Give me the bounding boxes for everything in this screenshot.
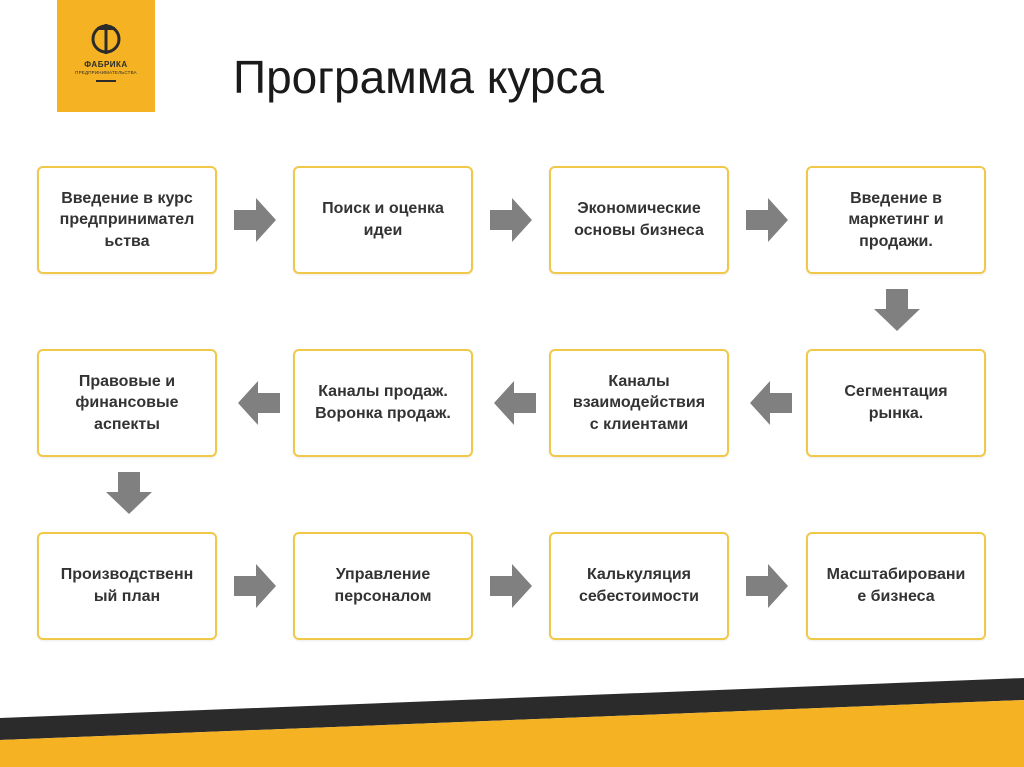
step-box-customer-channels: Каналы взаимодействия с клиентами bbox=[549, 349, 729, 457]
step-box-costing: Калькуляция себестоимости bbox=[549, 532, 729, 640]
logo-mark-icon bbox=[89, 22, 123, 56]
step-box-economics: Экономические основы бизнеса bbox=[549, 166, 729, 274]
logo-underline bbox=[96, 80, 116, 82]
logo bbox=[57, 0, 155, 112]
arrow-left-icon bbox=[750, 381, 792, 425]
page-title: Программа курса bbox=[233, 51, 605, 103]
step-box-segmentation: Сегментация рынка. bbox=[806, 349, 986, 457]
step-box-production-plan: Производственн ый план bbox=[37, 532, 217, 640]
arrow-right-icon bbox=[490, 198, 532, 242]
step-box-intro: Введение в курс предпринимател ьства bbox=[37, 166, 217, 274]
step-box-marketing: Введение в маркетинг и продажи. bbox=[806, 166, 986, 274]
arrow-left-icon bbox=[494, 381, 536, 425]
logo-subtitle: ПРЕДПРИНИМАТЕЛЬСТВА bbox=[75, 70, 137, 75]
arrow-right-icon bbox=[234, 564, 276, 608]
arrow-right-icon bbox=[490, 564, 532, 608]
arrow-right-icon bbox=[746, 198, 788, 242]
step-box-legal-finance: Правовые и финансовые аспекты bbox=[37, 349, 217, 457]
arrow-right-icon bbox=[746, 564, 788, 608]
step-box-personnel: Управление персоналом bbox=[293, 532, 473, 640]
step-box-idea-search: Поиск и оценка идеи bbox=[293, 166, 473, 274]
logo-brand: ФАБРИКА bbox=[84, 60, 128, 69]
arrow-right-icon bbox=[234, 198, 276, 242]
arrow-down-icon bbox=[106, 472, 152, 514]
step-box-sales-channels: Каналы продаж. Воронка продаж. bbox=[293, 349, 473, 457]
step-box-scaling: Масштабировани е бизнеса bbox=[806, 532, 986, 640]
arrow-down-icon bbox=[874, 289, 920, 331]
arrow-left-icon bbox=[238, 381, 280, 425]
